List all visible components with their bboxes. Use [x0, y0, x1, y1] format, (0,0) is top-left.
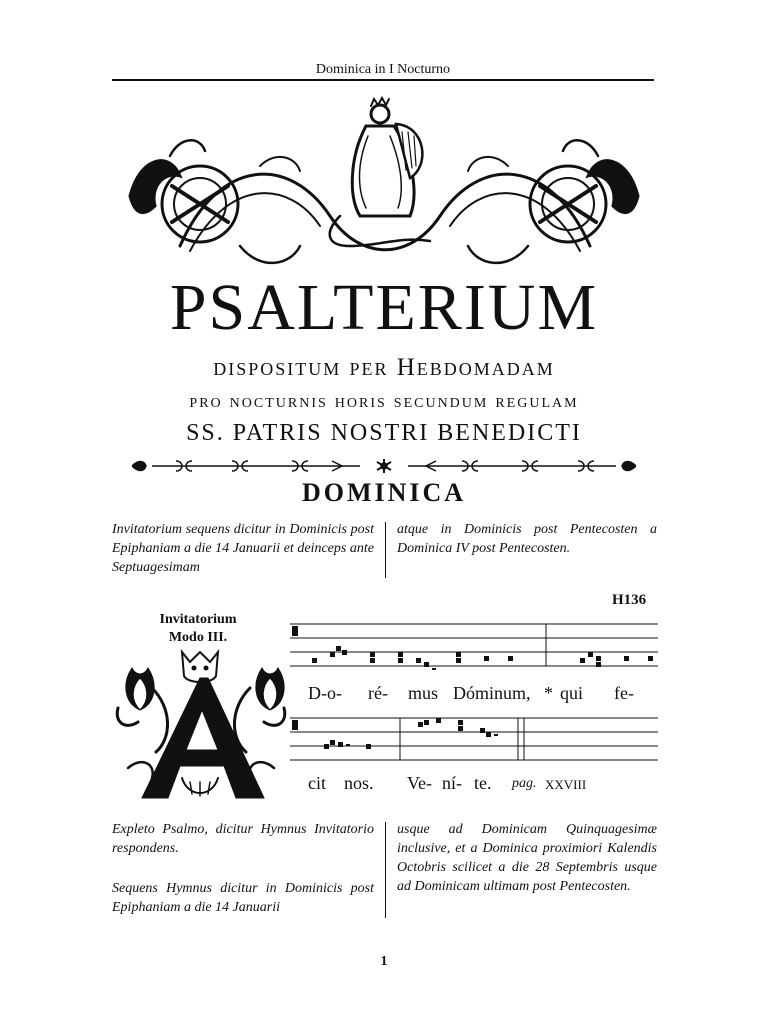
- lyric-syllable: Ve-: [407, 773, 432, 793]
- page-reference-label: pag.: [512, 776, 537, 791]
- lyric-syllable: qui: [560, 683, 584, 703]
- chant-number: H136: [612, 592, 647, 608]
- subtitle-line-1: dispositum per Hebdomadam: [213, 354, 555, 381]
- lyric-syllable: mus: [408, 683, 439, 703]
- chant-staff-1: [290, 610, 658, 670]
- lyric-syllable: te.: [474, 773, 492, 793]
- rubric-bottom-right: usque ad Dominicam Quinquagesimæ inclusive, et a Dominica proximiori Kalendis Octobris scilicet a die 28 Septembris usque ad Dominicam ultimam post Pentecosten.: [397, 822, 657, 894]
- column-divider-top: [385, 522, 386, 578]
- rubric-bottom-left-p2: Sequens Hymnus dicitur in Dominicis post Epiphaniam a die 14 Januarii: [112, 881, 374, 915]
- chant-staff-2: [290, 704, 658, 764]
- chant-label-1: Invitatorium: [159, 612, 237, 627]
- ornamental-banner-illustration: [110, 96, 658, 274]
- lyric-syllable: nos.: [344, 773, 374, 793]
- running-head: Dominica in I Nocturno: [315, 62, 451, 77]
- page-reference-value: XXVIII: [545, 777, 587, 792]
- lyric-syllable: fe-: [614, 683, 634, 703]
- subtitle-line-3: SS. PATRIS NOSTRI BENEDICTI: [186, 420, 582, 446]
- rubric-top-right: atque in Dominicis post Pentecosten a Dominica IV post Pentecosten.: [397, 522, 657, 556]
- decorated-initial-a-illustration: [112, 648, 290, 804]
- rubric-top-left: Invitatorium sequens dicitur in Dominicis post Epiphaniam a die 14 Januarii et deinceps ante Septuagesimam: [112, 522, 374, 575]
- page-number: 1: [380, 954, 388, 969]
- fleuron-divider: [132, 458, 636, 474]
- header-rule: [112, 79, 654, 81]
- lyric-syllable: *: [544, 683, 553, 703]
- column-divider-bottom: [385, 822, 386, 918]
- chant-label-2: Modo III.: [168, 630, 228, 645]
- lyric-syllable: ní-: [442, 773, 462, 793]
- subtitle-line-2: pro nocturnis horis secundum regulam: [189, 390, 579, 412]
- section-heading: DOMINICA: [301, 478, 467, 507]
- book-title: PSALTERIUM: [169, 271, 599, 344]
- lyric-syllable: D-o-: [308, 683, 342, 703]
- lyric-syllable: Dóminum,: [453, 683, 531, 703]
- lyric-syllable: ré-: [368, 683, 388, 703]
- rubric-bottom-left-p1: Expleto Psalmo, dicitur Hymnus Invitatorio respondens.: [112, 822, 374, 856]
- lyric-syllable: cit: [308, 773, 326, 793]
